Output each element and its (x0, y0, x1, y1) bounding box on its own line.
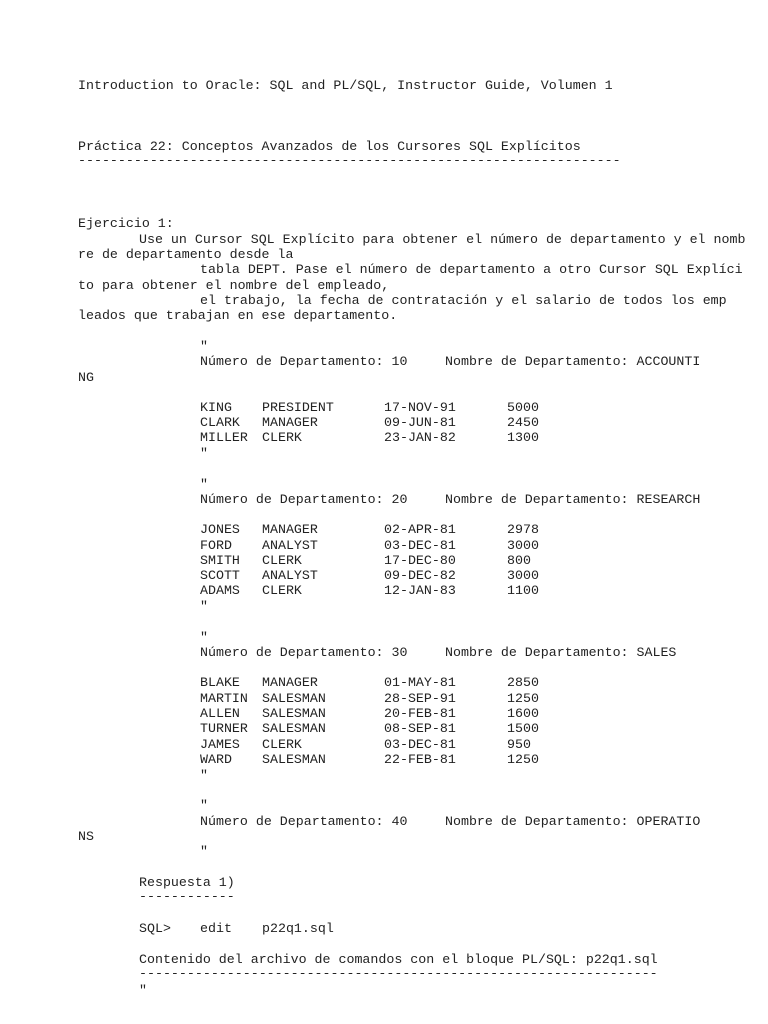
employee-name: WARD (200, 752, 232, 767)
employee-hiredate: 08-SEP-81 (384, 721, 456, 736)
employee-name: TURNER (200, 721, 248, 736)
quote-mark: " (200, 798, 208, 813)
employee-hiredate: 02-APR-81 (384, 522, 456, 537)
employee-salary: 3000 (507, 538, 539, 553)
employee-salary: 1500 (507, 721, 539, 736)
exercise-line: re de departamento desde la (78, 247, 294, 262)
employee-salary: 3000 (507, 568, 539, 583)
employee-hiredate: 09-JUN-81 (384, 415, 456, 430)
employee-hiredate: 17-NOV-91 (384, 400, 456, 415)
practice-title: Práctica 22: Conceptos Avanzados de los Cursores SQL Explícitos (78, 139, 581, 154)
employee-name: MARTIN (200, 691, 248, 706)
quote-mark: " (139, 983, 147, 998)
employee-job: MANAGER (262, 522, 318, 537)
department-number-label: Número de Departamento: 40 (200, 814, 408, 829)
employee-job: SALESMAN (262, 691, 326, 706)
employee-job: CLERK (262, 737, 302, 752)
employee-salary: 2850 (507, 675, 539, 690)
employee-hiredate: 17-DEC-80 (384, 553, 456, 568)
practice-title-rule: -------------------------------------------------------------------- (78, 153, 621, 168)
sql-filename: p22q1.sql (262, 921, 334, 936)
exercise-label: Ejercicio 1: (78, 216, 174, 231)
quote-mark: " (200, 339, 208, 354)
employee-hiredate: 23-JAN-82 (384, 430, 456, 445)
employee-name: ADAMS (200, 583, 240, 598)
department-name-label: Nombre de Departamento: RESEARCH (445, 492, 701, 507)
exercise-line: tabla DEPT. Pase el número de departamento a otro Cursor SQL Explíci (200, 262, 743, 277)
quote-mark: " (200, 630, 208, 645)
employee-salary: 1250 (507, 691, 539, 706)
employee-job: CLERK (262, 553, 302, 568)
employee-salary: 800 (507, 553, 531, 568)
department-number-label: Número de Departamento: 10 (200, 354, 408, 369)
quote-mark: " (200, 768, 208, 783)
employee-salary: 2450 (507, 415, 539, 430)
department-name-label: Nombre de Departamento: OPERATIO (445, 814, 701, 829)
employee-job: PRESIDENT (262, 400, 334, 415)
employee-name: ALLEN (200, 706, 240, 721)
answer-rule: ------------ (139, 889, 235, 904)
department-name-label: Nombre de Departamento: ACCOUNTI (445, 354, 701, 369)
employee-name: KING (200, 400, 232, 415)
employee-salary: 5000 (507, 400, 539, 415)
employee-job: ANALYST (262, 568, 318, 583)
quote-mark: " (200, 599, 208, 614)
answer-label: Respuesta 1) (139, 875, 235, 890)
employee-hiredate: 03-DEC-81 (384, 538, 456, 553)
department-name-wrap: NG (78, 370, 94, 385)
employee-job: CLERK (262, 583, 302, 598)
content-rule: ----------------------------------------------------------------- (139, 966, 658, 981)
department-name-wrap: NS (78, 829, 94, 844)
exercise-line: el trabajo, la fecha de contratación y el salario de todos los emp (200, 293, 727, 308)
employee-job: MANAGER (262, 415, 318, 430)
employee-name: BLAKE (200, 675, 240, 690)
employee-job: SALESMAN (262, 721, 326, 736)
sql-prompt: SQL> (139, 921, 171, 936)
employee-hiredate: 12-JAN-83 (384, 583, 456, 598)
employee-hiredate: 28-SEP-91 (384, 691, 456, 706)
employee-salary: 950 (507, 737, 531, 752)
department-name-label: Nombre de Departamento: SALES (445, 645, 677, 660)
employee-hiredate: 01-MAY-81 (384, 675, 456, 690)
employee-salary: 1300 (507, 430, 539, 445)
quote-mark: " (200, 477, 208, 492)
sql-command: edit (200, 921, 232, 936)
department-number-label: Número de Departamento: 20 (200, 492, 408, 507)
document-header: Introduction to Oracle: SQL and PL/SQL, Instructor Guide, Volumen 1 (78, 78, 613, 93)
employee-job: CLERK (262, 430, 302, 445)
quote-mark: " (200, 844, 208, 859)
employee-hiredate: 22-FEB-81 (384, 752, 456, 767)
employee-salary: 2978 (507, 522, 539, 537)
employee-job: ANALYST (262, 538, 318, 553)
employee-name: JONES (200, 522, 240, 537)
employee-job: MANAGER (262, 675, 318, 690)
employee-hiredate: 03-DEC-81 (384, 737, 456, 752)
employee-name: FORD (200, 538, 232, 553)
employee-name: SMITH (200, 553, 240, 568)
quote-mark: " (200, 446, 208, 461)
exercise-line: leados que trabajan en ese departamento. (78, 308, 398, 323)
employee-name: MILLER (200, 430, 248, 445)
exercise-line: to para obtener el nombre del empleado, (78, 278, 390, 293)
employee-job: SALESMAN (262, 752, 326, 767)
employee-salary: 1250 (507, 752, 539, 767)
employee-name: CLARK (200, 415, 240, 430)
content-label: Contenido del archivo de comandos con el bloque PL/SQL: p22q1.sql (139, 952, 658, 967)
employee-salary: 1100 (507, 583, 539, 598)
employee-name: SCOTT (200, 568, 240, 583)
department-number-label: Número de Departamento: 30 (200, 645, 408, 660)
employee-salary: 1600 (507, 706, 539, 721)
employee-hiredate: 20-FEB-81 (384, 706, 456, 721)
employee-hiredate: 09-DEC-82 (384, 568, 456, 583)
exercise-line: Use un Cursor SQL Explícito para obtener el número de departamento y el nomb (139, 232, 746, 247)
employee-name: JAMES (200, 737, 240, 752)
employee-job: SALESMAN (262, 706, 326, 721)
